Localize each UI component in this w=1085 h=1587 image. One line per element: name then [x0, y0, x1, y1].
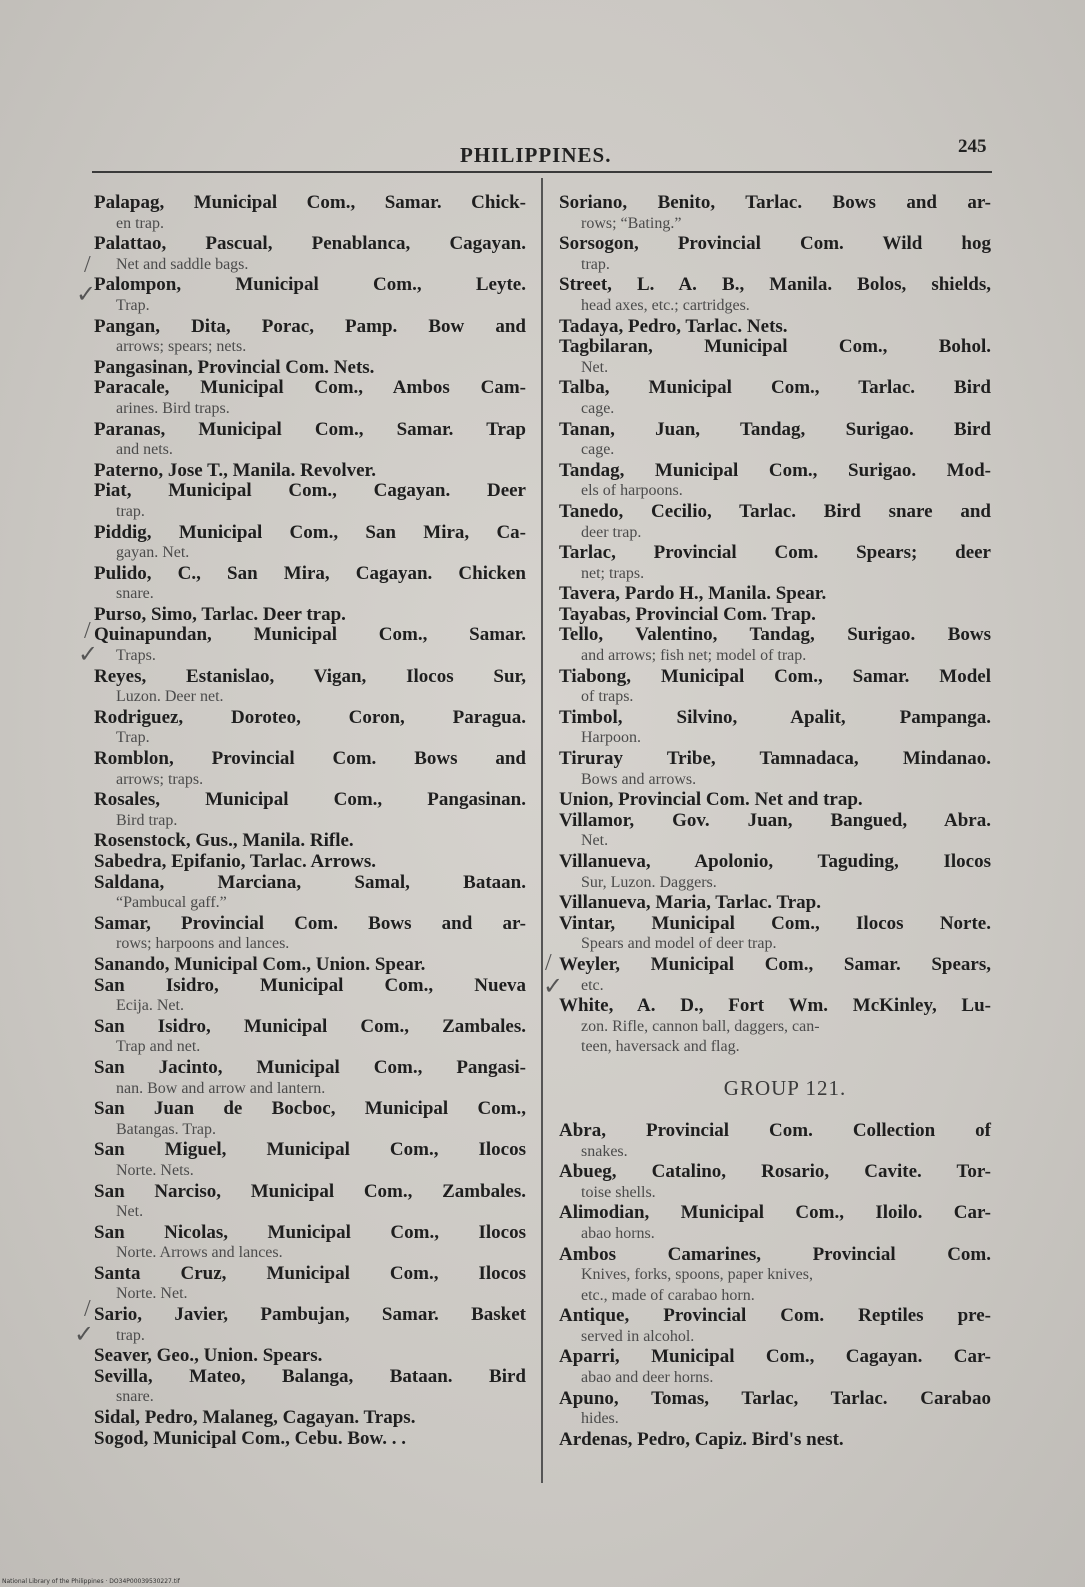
index-entry	[94, 1346, 526, 1367]
entry-heading: Paranas, Municipal Com., Samar. Trap	[94, 418, 526, 440]
index-entry	[94, 420, 526, 461]
entry-continuation: abao horns.	[581, 1224, 655, 1242]
entry-heading: Rosales, Municipal Com., Pangasinan.	[94, 789, 526, 811]
index-entry	[94, 790, 526, 831]
checkmark-mark: ✓	[74, 1322, 95, 1348]
entry-heading: Ambos Camarines, Provincial Com.	[559, 1243, 991, 1265]
entry-heading: Sanando, Municipal Com., Union. Spear.	[94, 953, 426, 975]
entry-heading: Tello, Valentino, Tandag, Surigao. Bows	[559, 624, 991, 646]
checkmark-mark: ✓	[76, 282, 97, 308]
entry-continuation: Bows and arrows.	[581, 770, 697, 788]
entry-heading: San Isidro, Municipal Com., Nueva	[94, 974, 526, 996]
entry-heading: Tarlac, Provincial Com. Spears; deer	[559, 542, 991, 564]
index-entry	[559, 317, 991, 338]
entry-heading: White, A. D., Fort Wm. McKinley, Lu-	[559, 995, 991, 1017]
index-entry	[559, 852, 991, 893]
entry-heading: Tandag, Municipal Com., Surigao. Mod-	[559, 459, 991, 481]
index-entry	[94, 234, 526, 275]
index-entry	[559, 667, 991, 708]
entry-continuation: “Pambucal gaff.”	[116, 894, 227, 912]
entry-continuation: head axes, etc.; cartridges.	[581, 296, 750, 314]
entry-heading: Palattao, Pascual, Penablanca, Cagayan.	[94, 233, 526, 255]
index-entry	[559, 1245, 991, 1286]
index-entry	[559, 708, 991, 749]
entry-continuation: Spears and model of deer trap.	[581, 935, 777, 953]
entry-heading: San Isidro, Municipal Com., Zambales.	[94, 1015, 526, 1037]
index-entry	[559, 605, 991, 626]
entry-continuation: nan. Bow and arrow and lantern.	[116, 1079, 326, 1097]
entry-heading: Tadaya, Pedro, Tarlac. Nets.	[559, 315, 788, 337]
entry-heading: Santa Cruz, Municipal Com., Ilocos	[94, 1262, 526, 1284]
entry-heading: Rosenstock, Gus., Manila. Rifle.	[94, 830, 354, 852]
entry-heading: Quinapundan, Municipal Com., Samar.	[94, 624, 526, 646]
checkmark-mark: /	[84, 618, 91, 644]
entry-continuation: Knives, forks, spoons, paper knives,	[581, 1266, 813, 1284]
column-divider	[541, 178, 543, 1483]
page-title: PHILIPPINES.	[460, 143, 612, 167]
entry-continuation: Trap.	[116, 296, 150, 314]
index-entry	[94, 1223, 526, 1264]
entry-heading: Reyes, Estanislao, Vigan, Ilocos Sur,	[94, 665, 526, 687]
entry-continuation: zon. Rifle, cannon ball, daggers, can-	[581, 1017, 820, 1035]
entry-continuation: trap.	[116, 502, 145, 520]
index-entry	[94, 667, 526, 708]
entry-heading: Street, L. A. B., Manila. Bolos, shields,	[559, 274, 991, 296]
entry-heading: Piat, Municipal Com., Cagayan. Deer	[94, 480, 526, 502]
entry-continuation: arrows; spears; nets.	[116, 338, 247, 356]
entry-heading: Sario, Javier, Pambujan, Samar. Basket	[94, 1304, 526, 1326]
entry-heading: Samar, Provincial Com. Bows and ar-	[94, 912, 526, 934]
entry-heading: Seaver, Geo., Union. Spears.	[94, 1345, 323, 1367]
entry-continuation: etc., made of carabao horn.	[581, 1286, 755, 1304]
index-entry	[559, 955, 991, 996]
index-entry	[559, 337, 991, 378]
index-entry	[559, 584, 991, 605]
entry-continuation: abao and deer horns.	[581, 1369, 714, 1387]
index-entry	[94, 708, 526, 749]
entry-continuation: and arrows; fish net; model of trap.	[581, 647, 807, 665]
index-entry	[94, 1058, 526, 1099]
index-entry	[559, 1203, 991, 1244]
entry-heading: Talba, Municipal Com., Tarlac. Bird	[559, 377, 991, 399]
index-entry	[94, 358, 526, 379]
index-entry	[559, 790, 991, 811]
entry-heading: San Miguel, Municipal Com., Ilocos	[94, 1139, 526, 1161]
entry-heading: San Narciso, Municipal Com., Zambales.	[94, 1180, 526, 1202]
entry-continuation: rows; “Bating.”	[581, 214, 682, 232]
entry-heading: Paterno, Jose T., Manila. Revolver.	[94, 459, 376, 481]
index-entry	[94, 193, 526, 234]
index-entry	[94, 852, 526, 873]
header-rule	[92, 171, 992, 173]
entry-continuation: en trap.	[116, 214, 164, 232]
entry-heading: Sogod, Municipal Com., Cebu. Bow. . .	[94, 1427, 406, 1449]
entry-continuation: Trap and net.	[116, 1038, 201, 1056]
entry-heading: Aparri, Municipal Com., Cagayan. Car-	[559, 1346, 991, 1368]
index-entry	[94, 523, 526, 564]
left-column	[94, 193, 526, 1449]
index-entry	[94, 378, 526, 419]
entry-continuation: Traps.	[116, 647, 156, 665]
entry-continuation: Net.	[116, 1203, 144, 1221]
entry-heading: Apuno, Tomas, Tarlac, Tarlac. Carabao	[559, 1387, 991, 1409]
entry-heading: Paracale, Municipal Com., Ambos Cam-	[94, 377, 526, 399]
entry-heading: San Nicolas, Municipal Com., Ilocos	[94, 1221, 526, 1243]
index-entry	[559, 1347, 991, 1388]
entry-continuation: hides.	[581, 1410, 619, 1428]
entry-heading: Sorsogon, Provincial Com. Wild hog	[559, 233, 991, 255]
index-entry	[94, 831, 526, 852]
entry-heading: Soriano, Benito, Tarlac. Bows and ar-	[559, 192, 991, 213]
index-entry	[559, 234, 991, 275]
entry-continuation: and nets.	[116, 441, 173, 459]
entry-heading: Tiruray Tribe, Tamnadaca, Mindanao.	[559, 748, 991, 770]
index-entry	[559, 811, 991, 852]
index-entry	[94, 275, 526, 316]
index-entry	[94, 1429, 526, 1450]
entry-continuation: cage.	[581, 399, 615, 417]
index-entry	[94, 605, 526, 626]
group-heading: GROUP 121.	[723, 1075, 847, 1100]
entry-heading: Vintar, Municipal Com., Ilocos Norte.	[559, 912, 991, 934]
entry-continuation: Norte. Arrows and lances.	[116, 1244, 283, 1262]
entry-continuation: Luzon. Deer net.	[116, 688, 224, 706]
entry-heading: Sevilla, Mateo, Balanga, Bataan. Bird	[94, 1365, 526, 1387]
index-entry	[94, 1017, 526, 1058]
entry-heading: San Jacinto, Municipal Com., Pangasi-	[94, 1056, 526, 1078]
entry-continuation: Norte. Nets.	[116, 1161, 194, 1179]
entry-heading: Alimodian, Municipal Com., Iloilo. Car-	[559, 1202, 991, 1224]
entry-heading: Union, Provincial Com. Net and trap.	[559, 789, 863, 811]
entry-continuation: cage.	[581, 441, 615, 459]
index-entry	[94, 1140, 526, 1181]
page-number: 245	[958, 136, 987, 157]
index-entry	[559, 1306, 991, 1347]
index-entry	[94, 1408, 526, 1429]
index-entry	[94, 1367, 526, 1408]
index-entry	[559, 420, 991, 461]
entry-continuation: arrows; traps.	[116, 770, 204, 788]
entry-heading: Abra, Provincial Com. Collection of	[559, 1119, 991, 1141]
index-entry	[94, 976, 526, 1017]
index-entry	[94, 461, 526, 482]
entry-heading: Pulido, C., San Mira, Cagayan. Chicken	[94, 562, 526, 584]
entry-heading: Tagbilaran, Municipal Com., Bohol.	[559, 336, 991, 358]
entry-continuation: Net.	[581, 358, 609, 376]
index-entry	[94, 1182, 526, 1223]
entry-heading: Palompon, Municipal Com., Leyte.	[94, 274, 526, 296]
index-entry	[559, 1121, 991, 1162]
entry-continuation: Net and saddle bags.	[116, 255, 249, 273]
entry-continuation: net; traps.	[581, 564, 645, 582]
entry-continuation: Batangas. Trap.	[116, 1120, 216, 1138]
entry-continuation: Bird trap.	[116, 811, 178, 829]
entry-heading: Romblon, Provincial Com. Bows and	[94, 748, 526, 770]
checkmark-mark: ✓	[78, 642, 99, 668]
checkmark-mark: /	[84, 1296, 91, 1322]
entry-continuation: deer trap.	[581, 523, 642, 541]
entry-heading: Villanueva, Apolonio, Taguding, Ilocos	[559, 851, 991, 872]
index-entry	[94, 1099, 526, 1140]
index-entry	[559, 996, 991, 1037]
index-entry	[559, 543, 991, 584]
index-entry	[94, 873, 526, 914]
entry-heading: Pangasinan, Provincial Com. Nets.	[94, 356, 375, 378]
entry-heading: San Juan de Bocboc, Municipal Com.,	[94, 1098, 526, 1120]
entry-heading: Sidal, Pedro, Malaneg, Cagayan. Traps.	[94, 1407, 416, 1429]
entry-heading: Antique, Provincial Com. Reptiles pre-	[559, 1305, 991, 1327]
index-entry	[559, 378, 991, 419]
index-entry	[559, 502, 991, 543]
checkmark-mark: ✓	[543, 974, 564, 1000]
entry-continuation: Trap.	[116, 729, 150, 747]
entry-heading: Timbol, Silvino, Apalit, Pampanga.	[559, 706, 991, 728]
right-column	[559, 193, 991, 1450]
entry-continuation: Net.	[581, 832, 609, 850]
entry-continuation: served in alcohol.	[581, 1327, 695, 1345]
entry-continuation: Ecija. Net.	[116, 997, 184, 1015]
index-entry	[559, 1286, 991, 1307]
index-entry	[94, 481, 526, 522]
entry-heading: Weyler, Municipal Com., Samar. Spears,	[559, 953, 991, 975]
entry-heading: Ardenas, Pedro, Capiz. Bird's nest.	[559, 1428, 844, 1450]
entry-heading: Tanan, Juan, Tandag, Surigao. Bird	[559, 418, 991, 440]
footer-note: National Library of the Philippines · DO34P00039530227.tif	[2, 1578, 180, 1585]
entry-heading: Tiabong, Municipal Com., Samar. Model	[559, 665, 991, 687]
entry-heading: Piddig, Municipal Com., San Mira, Ca-	[94, 521, 526, 543]
entry-continuation: Sur, Luzon. Daggers.	[581, 873, 717, 891]
entry-continuation: trap.	[581, 255, 610, 273]
index-entry	[559, 1162, 991, 1203]
entry-continuation: etc.	[581, 976, 604, 994]
entry-heading: Abueg, Catalino, Rosario, Cavite. Tor-	[559, 1161, 991, 1183]
index-entry	[94, 955, 526, 976]
entry-continuation: gayan. Net.	[116, 544, 190, 562]
entry-heading: Pangan, Dita, Porac, Pamp. Bow and	[94, 315, 526, 337]
entry-continuation: toise shells.	[581, 1183, 656, 1201]
entry-heading: Palapag, Municipal Com., Samar. Chick-	[94, 192, 526, 213]
entry-heading: Purso, Simo, Tarlac. Deer trap.	[94, 603, 346, 625]
checkmark-mark: /	[84, 252, 91, 278]
index-entry	[94, 317, 526, 358]
entry-heading: Tanedo, Cecilio, Tarlac. Bird snare and	[559, 500, 991, 522]
entry-continuation: arines. Bird traps.	[116, 399, 230, 417]
entry-heading: Villamor, Gov. Juan, Bangued, Abra.	[559, 809, 991, 831]
index-entry	[94, 564, 526, 605]
index-entry	[94, 1305, 526, 1346]
index-entry	[559, 1430, 991, 1451]
entry-heading: Tayabas, Provincial Com. Trap.	[559, 603, 816, 625]
index-entry	[94, 749, 526, 790]
entry-heading: Rodriguez, Doroteo, Coron, Paragua.	[94, 706, 526, 728]
index-entry	[559, 461, 991, 502]
index-entry	[559, 1389, 991, 1430]
entry-continuation: snare.	[116, 1388, 154, 1406]
checkmark-mark: /	[545, 950, 552, 976]
entry-continuation: of traps.	[581, 688, 634, 706]
entry-continuation: Harpoon.	[581, 729, 641, 747]
entry-heading: Saldana, Marciana, Samal, Bataan.	[94, 871, 526, 893]
entry-continuation: els of harpoons.	[581, 482, 683, 500]
index-entry	[559, 625, 991, 666]
entry-continuation: snare.	[116, 585, 154, 603]
index-entry	[559, 893, 991, 914]
entry-continuation: teen, haversack and flag.	[581, 1038, 740, 1056]
entry-heading: Sabedra, Epifanio, Tarlac. Arrows.	[94, 851, 377, 872]
entry-continuation: rows; harpoons and lances.	[116, 935, 290, 953]
index-entry	[94, 914, 526, 955]
entry-continuation: trap.	[116, 1326, 145, 1344]
entry-heading: Tavera, Pardo H., Manila. Spear.	[559, 583, 827, 605]
index-entry	[559, 275, 991, 316]
index-entry	[94, 625, 526, 666]
index-entry	[559, 193, 991, 234]
entry-continuation: snakes.	[581, 1142, 628, 1160]
index-entry	[559, 914, 991, 955]
index-entry	[559, 749, 991, 790]
entry-continuation: Norte. Net.	[116, 1285, 188, 1303]
index-entry	[94, 1264, 526, 1305]
index-entry	[559, 1037, 991, 1058]
entry-heading: Villanueva, Maria, Tarlac. Trap.	[559, 892, 821, 914]
